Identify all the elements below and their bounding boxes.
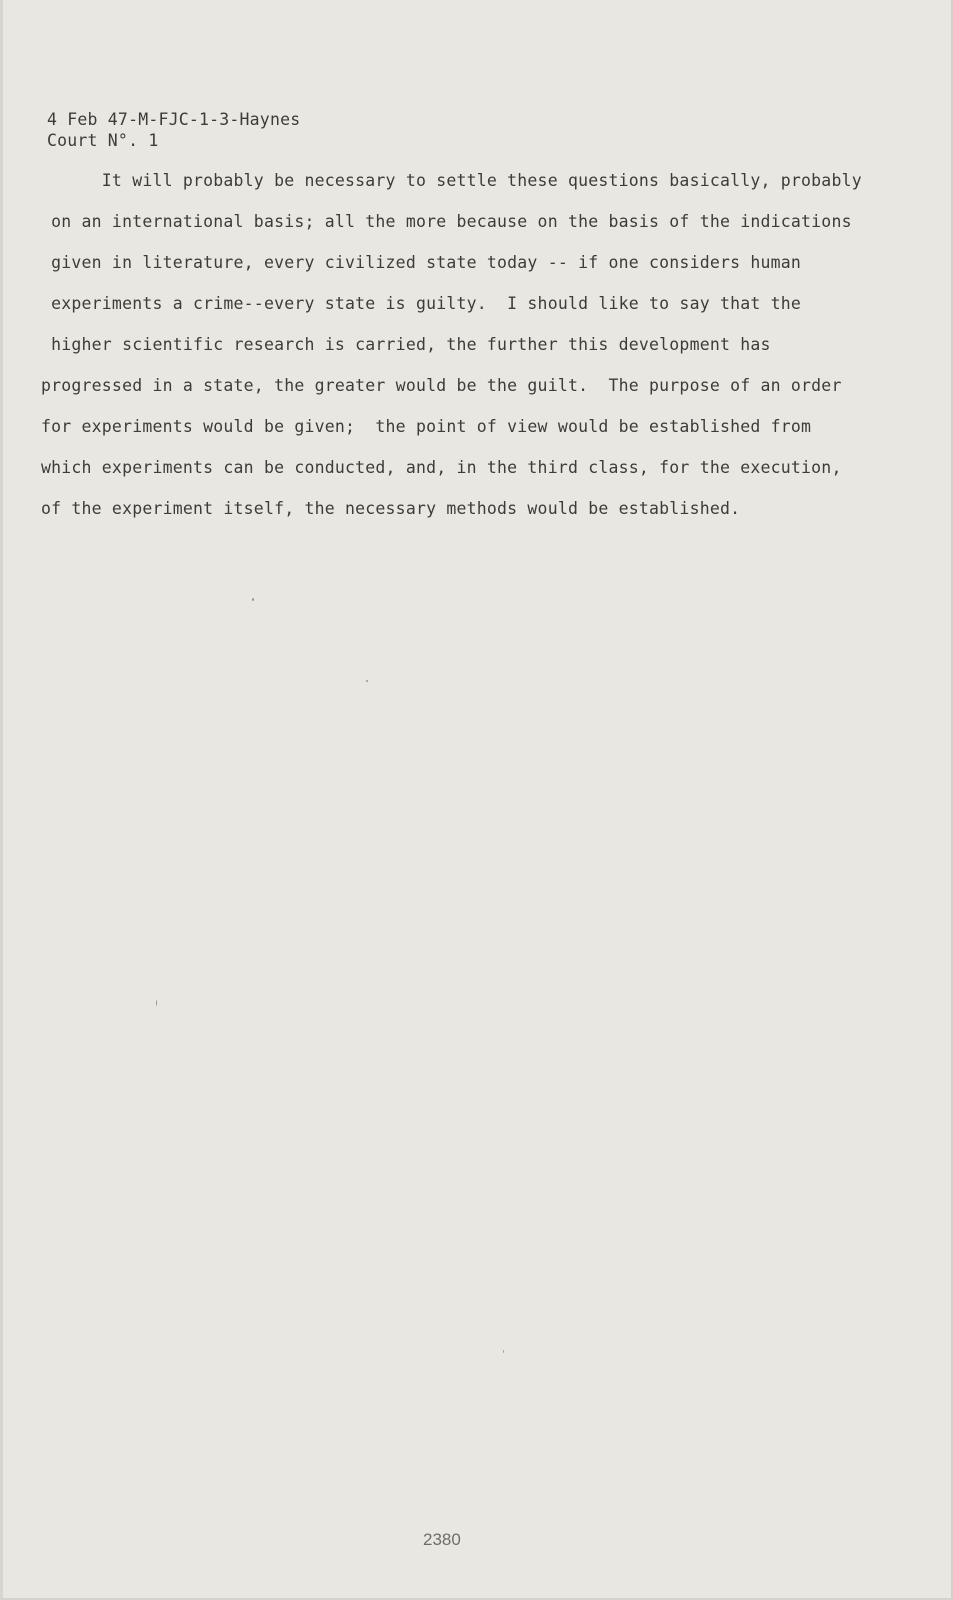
body-line: experiments a crime--every state is guilty. I should like to say that the [41,294,802,313]
court-designation: Court N°. 1 [47,131,159,150]
paper-speck [252,598,254,601]
body-line: given in literature, every civilized state today -- if one considers human [41,253,802,272]
paper-speck [503,1350,504,1353]
body-line: progressed in a state, the greater would be the guilt. The purpose of an order [41,376,842,395]
document-reference: 4 Feb 47-M-FJC-1-3-Haynes [47,110,301,129]
body-line: higher scientific research is carried, the further this development has [41,335,771,354]
paper-speck [366,680,368,682]
body-line: of the experiment itself, the necessary methods would be established. [41,499,741,518]
paper-speck [156,1000,157,1006]
body-line: It will probably be necessary to settle these questions basically, probably [41,171,862,190]
page-number: 2380 [423,1530,461,1549]
body-line: for experiments would be given; the point of view would be established from [41,417,812,436]
body-line: which experiments can be conducted, and, in the third class, for the execution, [41,458,842,477]
body-line: on an international basis; all the more because on the basis of the indications [41,212,852,231]
